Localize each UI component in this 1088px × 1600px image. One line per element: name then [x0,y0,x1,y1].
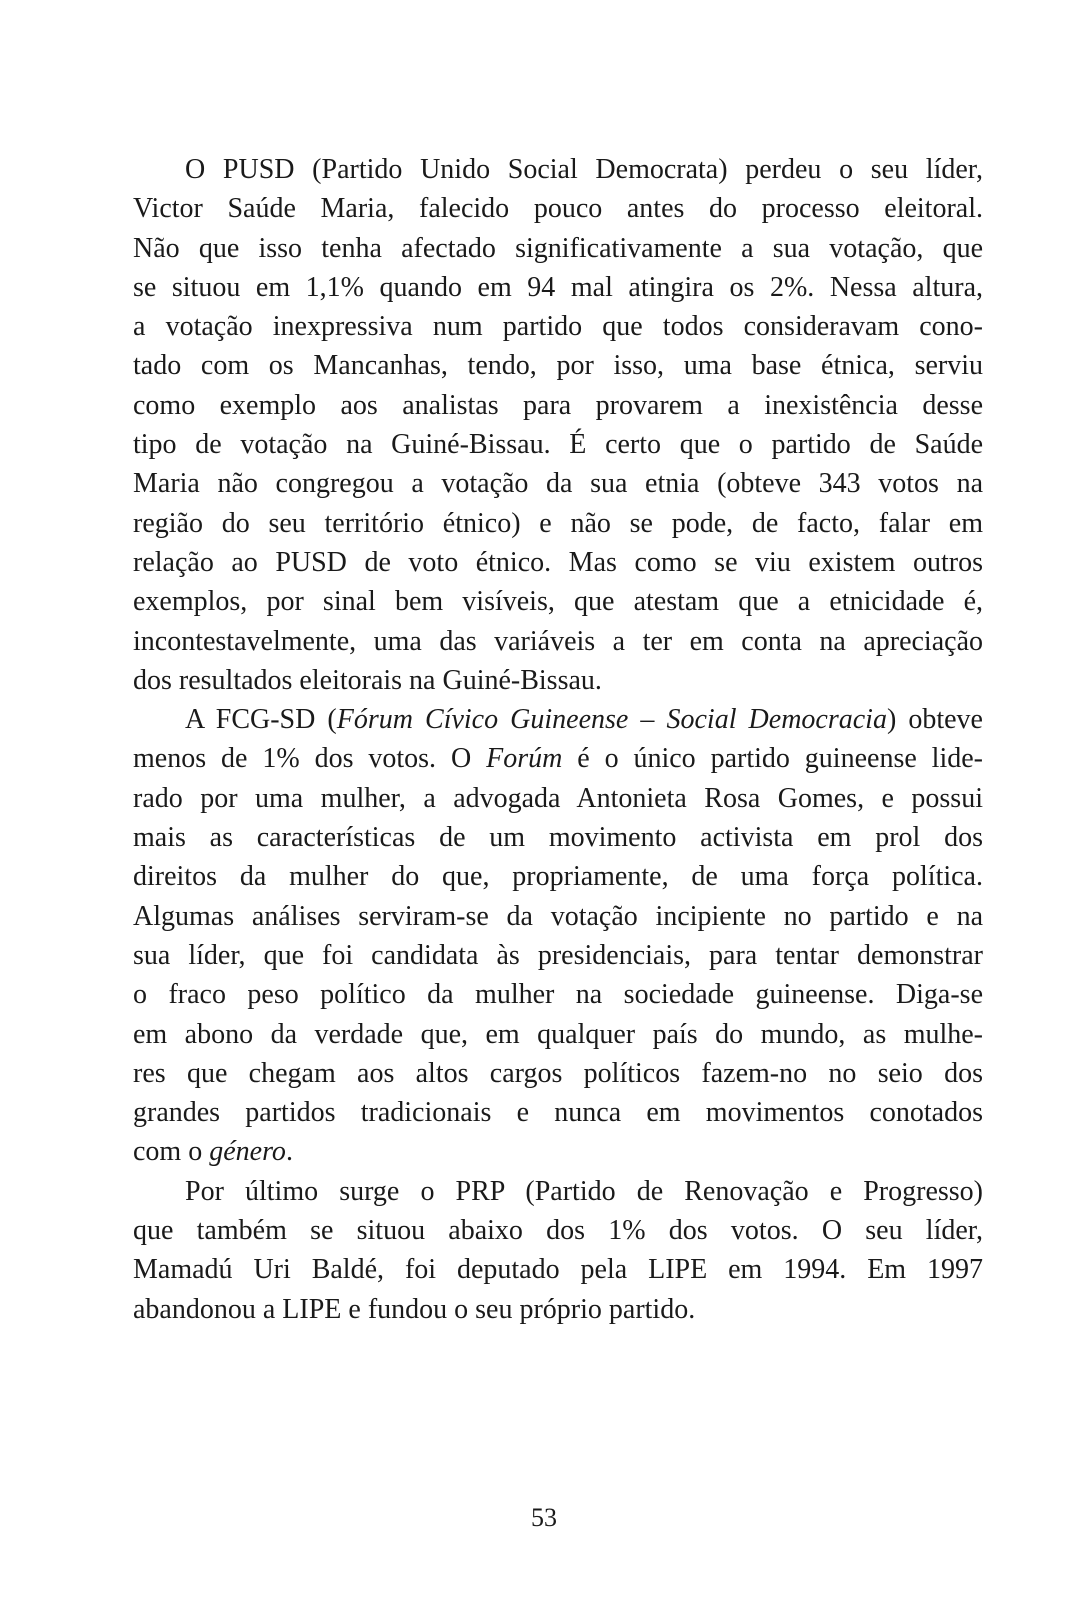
text-line: região do seu território étnico) e não se pode, de facto, falar em [133,507,983,539]
text-line: dos resultados eleitorais na Guiné-Bissau. [133,664,602,696]
text-line: tipo de votação na Guiné-Bissau. É certo que o partido de Saúde [133,429,983,461]
text-line: relação ao PUSD de voto étnico. Mas como se viu existem outros [133,546,983,578]
text-line: grandes partidos tradicionais e nunca em movimentos conotados [133,1097,983,1129]
text-line: Maria não congregou a votação da sua etnia (obteve 343 votos na [133,468,983,500]
paragraph [133,700,983,1172]
text-line: Algumas análises serviram-se da votação incipiente no partido e na [133,900,983,932]
text-line: incontestavelmente, uma das variáveis a ter em conta na apreciação [133,625,983,657]
text-line: O PUSD (Partido Unido Social Democrata) perdeu o seu líder, [185,154,983,185]
text-line: tado com os Mancanhas, tendo, por isso, uma base étnica, serviu [133,350,983,382]
text-line: res que chegam aos altos cargos políticos fazem-no no seio dos [133,1057,983,1089]
text-line: A FCG-SD (Fórum Cívico Guineense – Social Democracia) obteve [185,704,983,736]
text-line: menos de 1% dos votos. O Forúm é o único partido guineense lide- [133,743,983,775]
text-line: como exemplo aos analistas para provarem a inexistência desse [133,389,983,421]
text-line: se situou em 1,1% quando em 94 mal atingira os 2%. Nessa altura, [133,271,983,303]
text-line: Victor Saúde Maria, falecido pouco antes do processo eleitoral. [133,193,983,225]
text-line: Mamadú Uri Baldé, foi deputado pela LIPE em 1994. Em 1997 [133,1254,983,1286]
text-line: Por último surge o PRP (Partido de Renovação e Progresso) [185,1175,983,1207]
text-line: exemplos, por sinal bem visíveis, que atestam que a etnicidade é, [133,586,983,618]
text-line: Não que isso tenha afectado significativamente a sua votação, que [133,232,983,264]
text-line: rado por uma mulher, a advogada Antonieta Rosa Gomes, e possui [133,782,983,814]
text-line: mais as características de um movimento activista em prol dos [133,822,983,854]
text-line: direitos da mulher do que, propriamente, de uma força política. [133,861,983,893]
text-line: que também se situou abaixo dos 1% dos votos. O seu líder, [133,1215,983,1247]
text-line: abandonou a LIPE e fundou o seu próprio partido. [133,1293,696,1325]
text-line: com o género. [133,1136,293,1168]
paragraph [133,1172,983,1329]
text-line: o fraco peso político da mulher na sociedade guineense. Diga-se [133,979,983,1011]
paragraph [133,150,983,700]
text-line: sua líder, que foi candidata às presidenciais, para tentar demonstrar [133,939,983,971]
body-text [133,150,983,1329]
text-line: em abono da verdade que, em qualquer país do mundo, as mulhe- [133,1018,983,1050]
text-line: a votação inexpressiva num partido que todos consideravam cono- [133,311,983,343]
page-number: 53 [531,1503,557,1532]
